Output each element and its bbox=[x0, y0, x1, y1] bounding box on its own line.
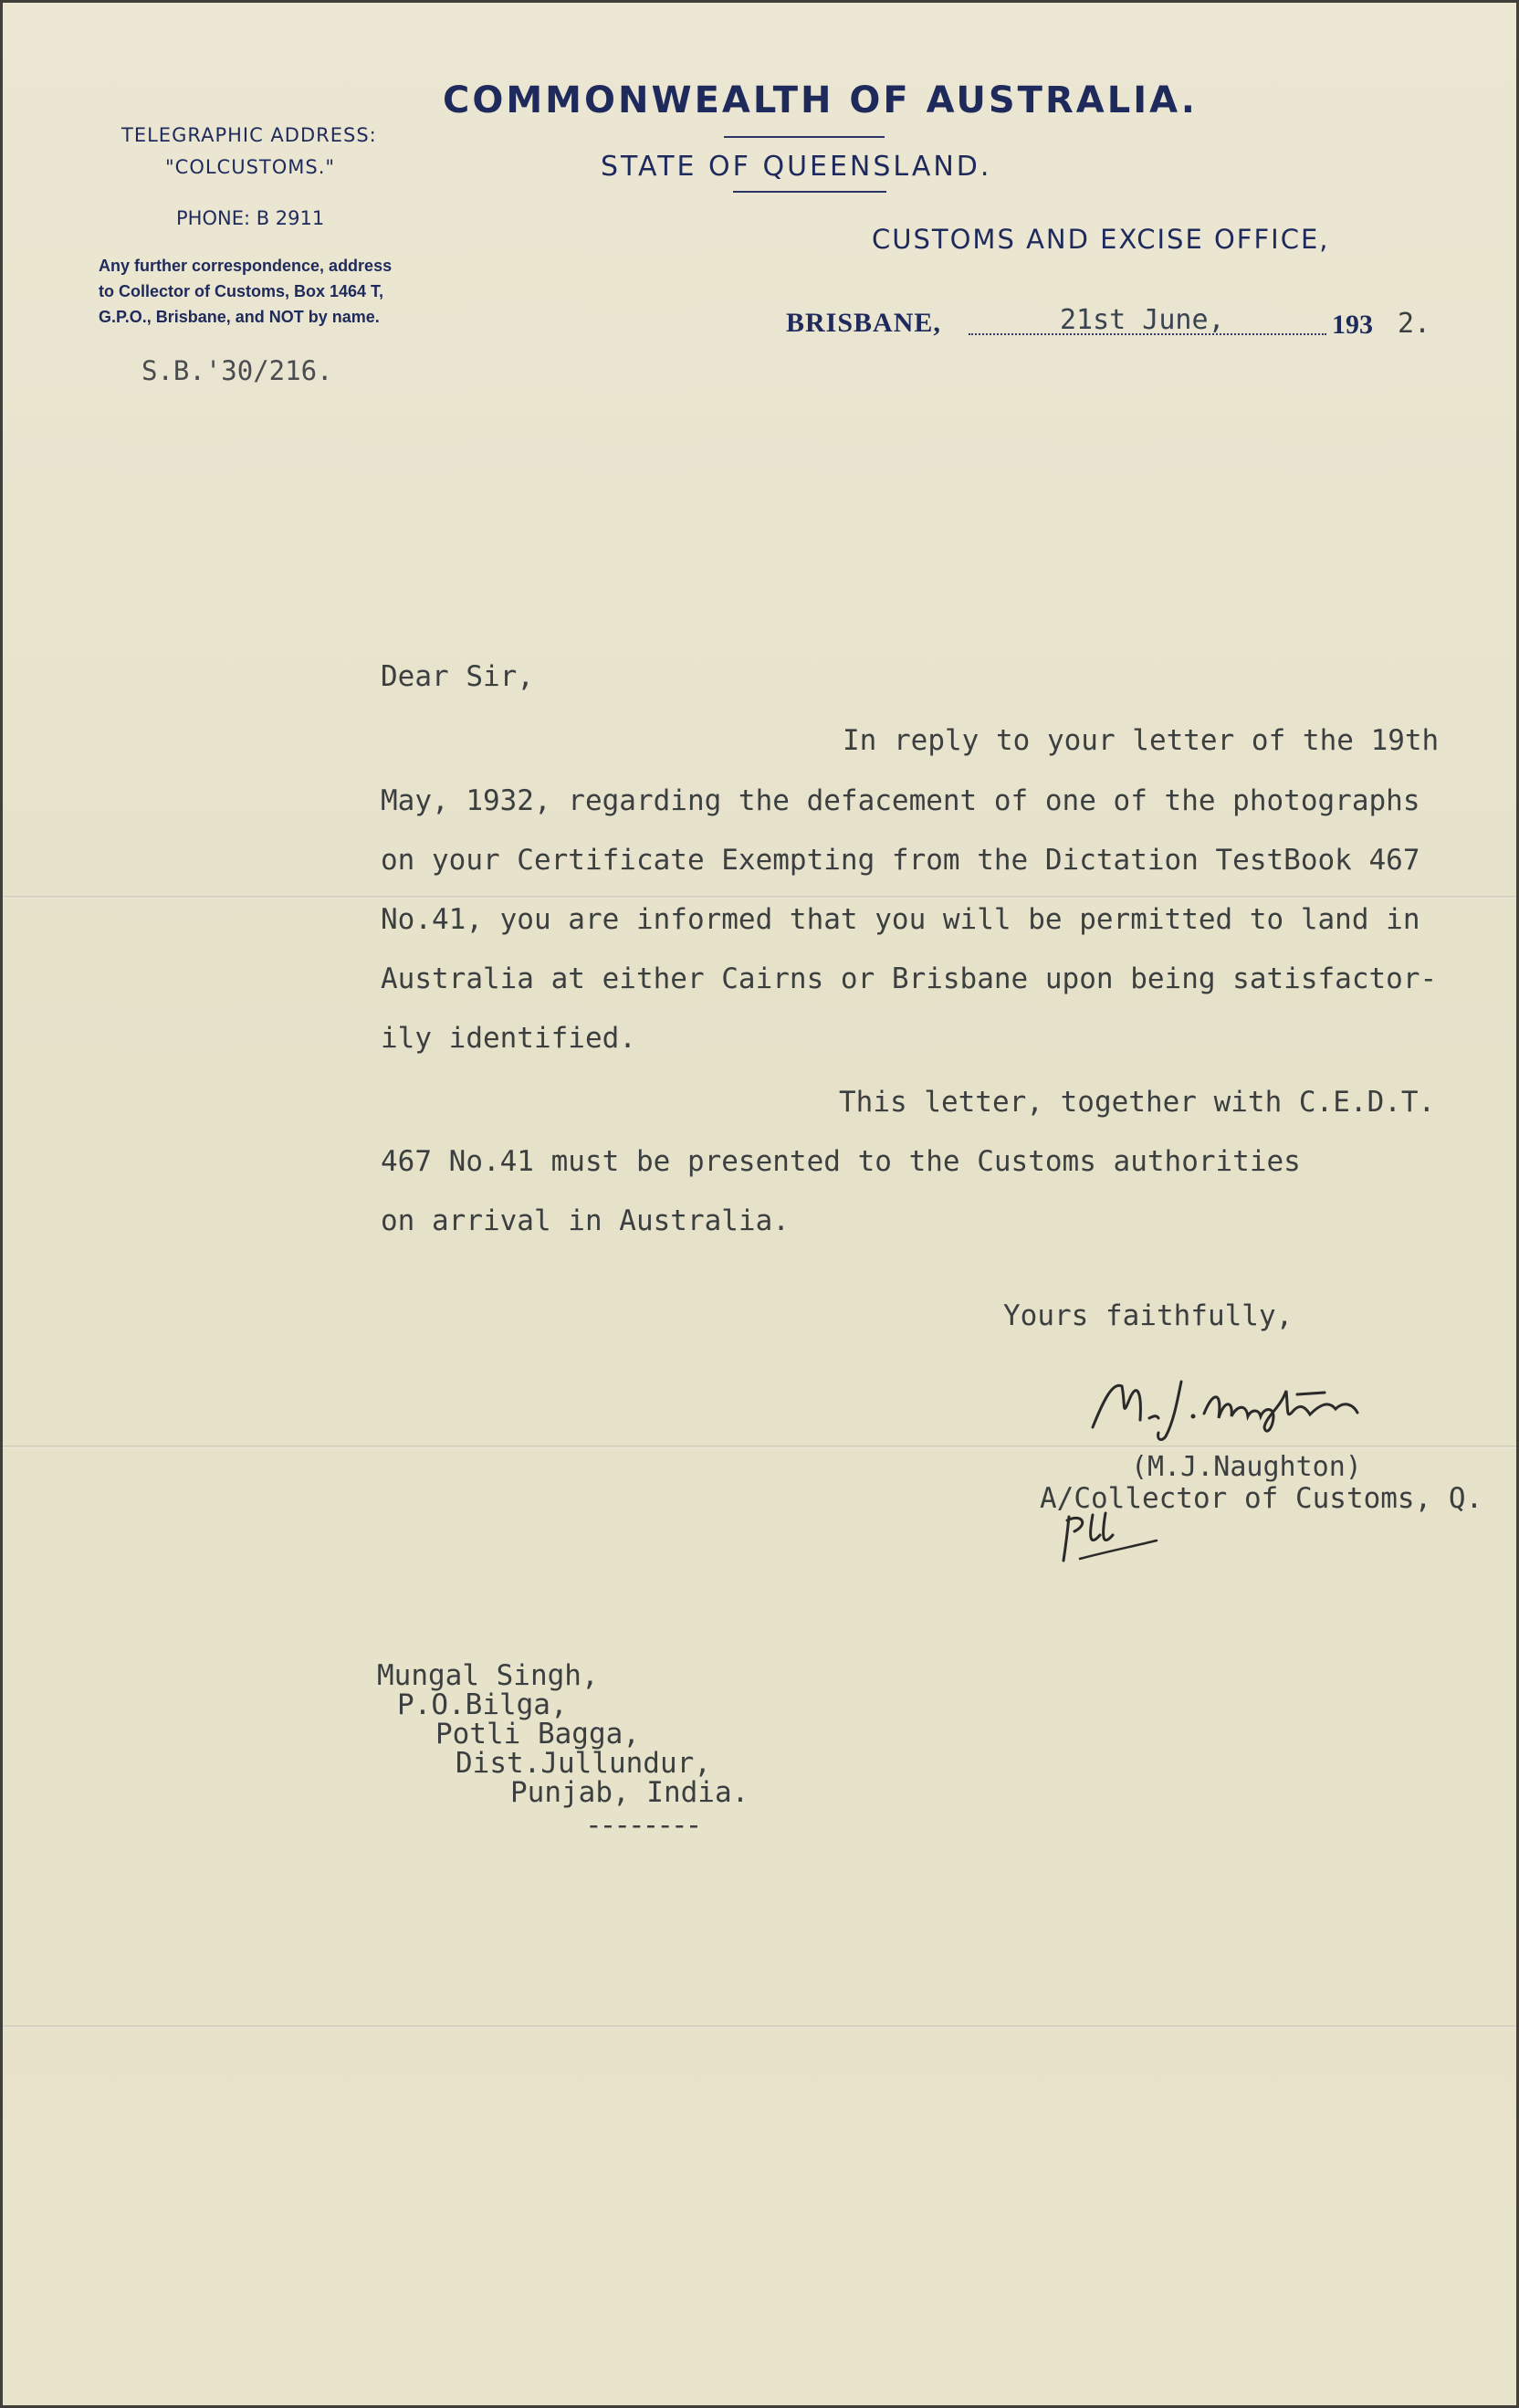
letterhead-rule bbox=[733, 191, 886, 193]
address-line: P.O.Bilga, bbox=[397, 1688, 568, 1721]
signatory-title: A/Collector of Customs, Q. bbox=[1040, 1482, 1483, 1515]
signatory-name: (M.J.Naughton) bbox=[1131, 1451, 1362, 1483]
letterhead-country: COMMONWEALTH OF AUSTRALIA. bbox=[443, 79, 1198, 121]
body-line: on your Certificate Exempting from the Dictation TestBook 467 bbox=[381, 844, 1420, 877]
place-label: BRISBANE, bbox=[786, 308, 941, 338]
address-line: Potli Bagga, bbox=[435, 1718, 640, 1751]
closing: Yours faithfully, bbox=[1003, 1299, 1294, 1332]
year-suffix: 2. bbox=[1398, 308, 1431, 340]
body-line: Australia at either Cairns or Brisbane upon being satisfactor- bbox=[381, 962, 1438, 995]
salutation: Dear Sir, bbox=[381, 660, 534, 693]
fold-crease bbox=[3, 1446, 1516, 1448]
address-line: Punjab, India. bbox=[510, 1776, 749, 1809]
fold-crease bbox=[3, 2025, 1516, 2028]
file-reference: S.B.'30/216. bbox=[141, 355, 333, 386]
body-line: on arrival in Australia. bbox=[381, 1204, 790, 1237]
body-line: 467 No.41 must be presented to the Customs authorities bbox=[381, 1145, 1301, 1178]
year-prefix: 193 bbox=[1332, 310, 1373, 340]
correspondence-note-line: to Collector of Customs, Box 1464 T, bbox=[99, 282, 384, 300]
telegraphic-address-value: "COLCUSTOMS." bbox=[165, 156, 336, 178]
body-line: In reply to your letter of the 19th bbox=[843, 724, 1440, 757]
correspondence-note-line: G.P.O., Brisbane, and NOT by name. bbox=[99, 308, 380, 326]
phone-number: PHONE: B 2911 bbox=[176, 207, 325, 229]
address-line: Mungal Singh, bbox=[377, 1659, 599, 1692]
signature bbox=[1085, 1363, 1432, 1446]
correspondence-note-line: Any further correspondence, address bbox=[99, 257, 393, 275]
letter-date: 21st June, bbox=[1060, 304, 1225, 336]
letterhead-rule bbox=[724, 136, 885, 138]
address-line: Dist.Jullundur, bbox=[456, 1747, 711, 1780]
address-rule: -------- bbox=[585, 1809, 700, 1842]
letterhead-state: STATE OF QUEENSLAND. bbox=[601, 151, 992, 183]
body-line: ily identified. bbox=[381, 1022, 636, 1055]
fold-crease bbox=[3, 896, 1516, 899]
letterhead-office: CUSTOMS AND EXCISE OFFICE, bbox=[872, 224, 1330, 255]
initials-mark bbox=[1062, 1508, 1162, 1572]
body-line: May, 1932, regarding the defacement of one of the photographs bbox=[381, 784, 1420, 817]
body-line: This letter, together with C.E.D.T. bbox=[839, 1086, 1436, 1119]
body-line: No.41, you are informed that you will be permitted to land in bbox=[381, 903, 1420, 936]
telegraphic-address-label: TELEGRAPHIC ADDRESS: bbox=[121, 124, 377, 146]
